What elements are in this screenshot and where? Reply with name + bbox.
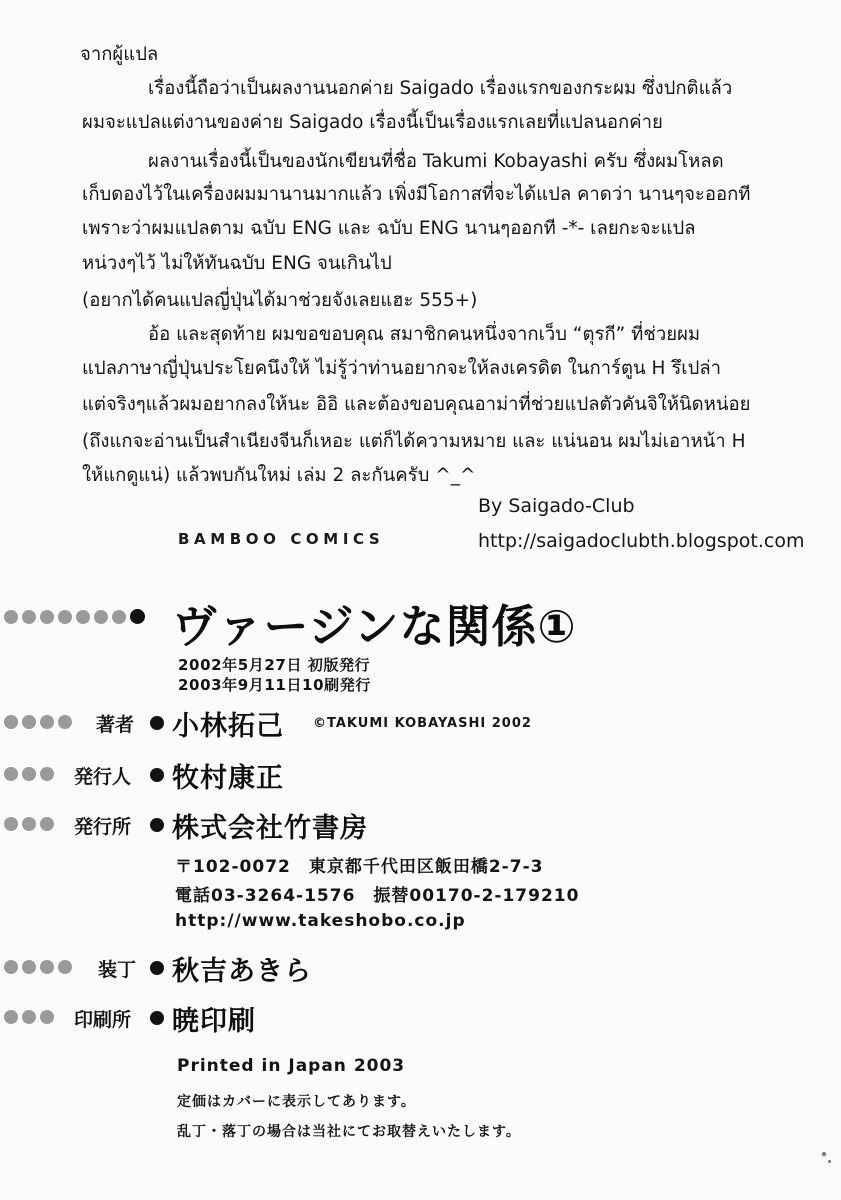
author-dots [4, 715, 76, 729]
publisher-dots [4, 817, 58, 831]
scan-speck [822, 1152, 826, 1156]
author-bullet [150, 716, 164, 730]
note-line: เพราะว่าผมแปลตาม ฉบับ ENG และ ฉบับ ENG นานๆออกที -*- เลยกะจะแปล [82, 218, 696, 239]
first-edition-date: 2002年5月27日 初版発行 [178, 656, 371, 674]
note-line: (อยากได้คนแปลญี่ปุ่นได้มาช่วยจังเลยแฮะ 555+) [82, 290, 478, 311]
publisher-person-name: 牧村康正 [172, 763, 284, 794]
phone-info: 電話03-3264-1576 振替00170-2-179210 [175, 886, 580, 906]
design-bullet [150, 961, 164, 975]
printer-bullet [150, 1011, 164, 1025]
design-label: 装丁 [98, 959, 137, 981]
note-line: หน่วงๆไว้ ไม่ให้ทันฉบับ ENG จนเกินไป [82, 253, 392, 274]
scan-speck [828, 1160, 831, 1163]
printer-label: 印刷所 [74, 1009, 132, 1031]
author-name: 小林拓己 [172, 711, 284, 742]
note-line: อ้อ และสุดท้าย ผมขอขอบคุณ สมาชิกคนหนึ่งจากเว็บ “ตุรกี” ที่ช่วยผม [148, 324, 701, 345]
note-line: แปลภาษาญี่ปุ่นประโยคนึงให้ ไม่รู้ว่าท่านอยากจะให้ลงเครดิต ในการ์ตูน H รึเปล่า [82, 358, 722, 379]
note-heading: จากผู้แปล [80, 44, 159, 65]
printed-in-japan: Printed in Japan 2003 [177, 1056, 406, 1076]
tenth-printing-date: 2003年9月11日10刷発行 [178, 676, 371, 694]
note-line: เก็บดองไว้ในเครื่องผมมานานมากแล้ว เพิ่งมีโอกาสที่จะได้แปล คาดว่า นานๆจะออกที [82, 184, 751, 205]
book-title: ヴァージンな関係① [172, 600, 577, 653]
price-note: 定価はカバーに表示してあります。 [177, 1094, 416, 1110]
publisher-label: 発行所 [74, 816, 132, 838]
defect-note: 乱丁・落丁の場合は当社にてお取替えいたします。 [177, 1124, 521, 1140]
author-label: 著者 [96, 714, 135, 736]
note-line: แต่จริงๆแล้วผมอยากลงให้นะ อิอิ และต้องขอบคุณอาม่าที่ช่วยแปลตัวคันจิให้นิดหน่อย [82, 394, 751, 415]
designer-name: 秋吉あきら [172, 956, 312, 987]
publisher-person-dots [4, 767, 58, 781]
publisher-name: 株式会社竹書房 [172, 813, 368, 844]
printer-name: 暁印刷 [172, 1006, 256, 1037]
design-dots [4, 960, 76, 974]
note-line: ให้แกดูแน่) แล้วพบกันใหม่ เล่ม 2 ละกันครับ ^_^ [82, 465, 476, 486]
title-dots [4, 609, 149, 624]
copyright: ©TAKUMI KOBAYASHI 2002 [313, 716, 532, 731]
publisher-bullet [150, 818, 164, 832]
translator-url: http://saigadoclubth.blogspot.com [478, 530, 805, 552]
note-line: ผมจะแปลแต่งานของค่าย Saigado เรื่องนี้เป็นเรื่องแรกเลยที่แปลนอกค่าย [82, 112, 663, 133]
postal-address: 〒102-0072 東京都千代田区飯田橋2-7-3 [175, 857, 544, 877]
imprint-logo: BAMBOO COMICS [178, 530, 385, 548]
note-line: (ถึงแกจะอ่านเป็นสำเนียงจีนก็เหอะ แต่ก็ได้ความหมาย และ แน่นอน ผมไม่เอาหน้า H [82, 431, 746, 452]
note-line: ผลงานเรื่องนี้เป็นของนักเขียนที่ชื่อ Takumi Kobayashi ครับ ซึ่งผมโหลด [148, 151, 724, 172]
publisher-website: http://www.takeshobo.co.jp [175, 911, 466, 931]
translator-signature: By Saigado-Club [478, 495, 635, 517]
publisher-person-label: 発行人 [74, 766, 132, 788]
note-line: เรื่องนี้ถือว่าเป็นผลงานนอกค่าย Saigado เรื่องแรกของกระผม ซึ่งปกติแล้ว [148, 78, 733, 99]
printer-dots [4, 1010, 58, 1024]
publisher-person-bullet [150, 768, 164, 782]
